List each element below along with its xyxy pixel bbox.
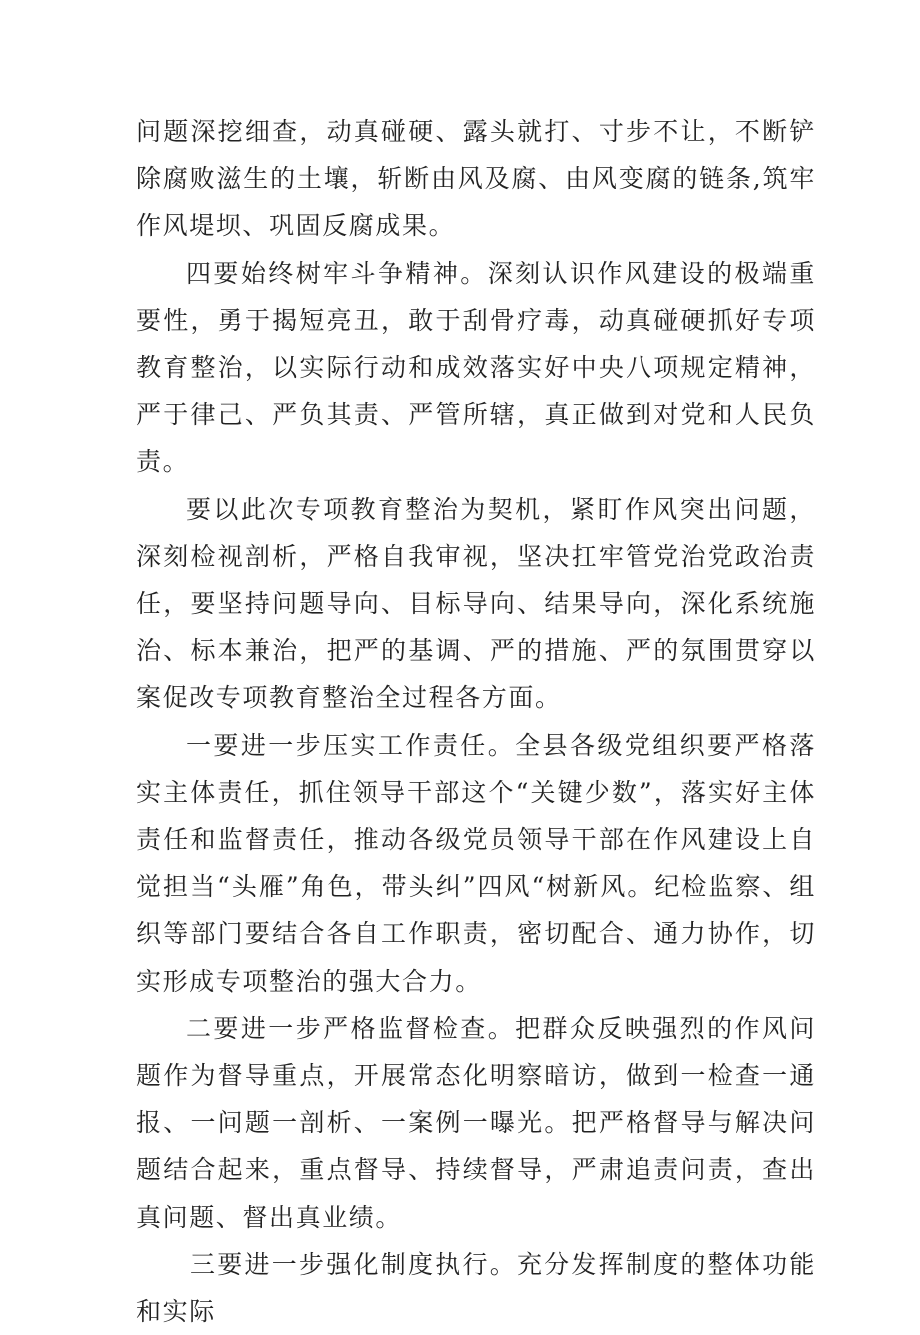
paragraph-point-three: 三要进一步强化制度执行。充分发挥制度的整体功能和实际 xyxy=(136,1249,816,1327)
paragraph-point-two: 二要进一步严格监督检查。把群众反映强烈的作风问题作为督导重点，开展常态化明察暗访，做到一检查一通报、一问题一剖析、一案例一曝光。把严格督导与解决问题结合起来，重点督导、持续督导，严肃追责问责，查出真问题、督出真业绩。 xyxy=(136,1013,816,1232)
paragraph-continuation: 问题深挖细查，动真碰硬、露头就打、寸步不让，不断铲除腐败滋生的土壤，斩断由风及腐、由风变腐的链条,筑牢作风堤坝、巩固反腐成果。 xyxy=(136,117,816,241)
paragraph-point-one: 一要进一步压实工作责任。全县各级党组织要严格落实主体责任，抓住领导干部这个“关键少数”，落实好主体责任和监督责任，推动各级党员领导干部在作风建设上自觉担当“头雁”角色，带头纠”四风“树新风。纪检监察、组织等部门要结合各自工作职责，密切配合、通力协作，切实形成专项整治的强大合力。 xyxy=(136,730,816,996)
document-body xyxy=(136,108,816,1335)
paragraph-point-four: 四要始终树牢斗争精神。深刻认识作风建设的极端重要性，勇于揭短亮丑，敢于刮骨疗毒，动真碰硬抓好专项教育整治，以实际行动和成效落实好中央八项规定精神，严于律己、严负其责、严管所辖，真正做到对党和人民负责。 xyxy=(136,258,816,477)
paragraph-requirements: 要以此次专项教育整治为契机，紧盯作风突出问题，深刻检视剖析，严格自我审视，坚决扛牢管党治党政治责任，要坚持问题导向、目标导向、结果导向，深化系统施治、标本兼治，把严的基调、严的措施、严的氛围贯穿以案促改专项教育整治全过程各方面。 xyxy=(136,494,816,713)
